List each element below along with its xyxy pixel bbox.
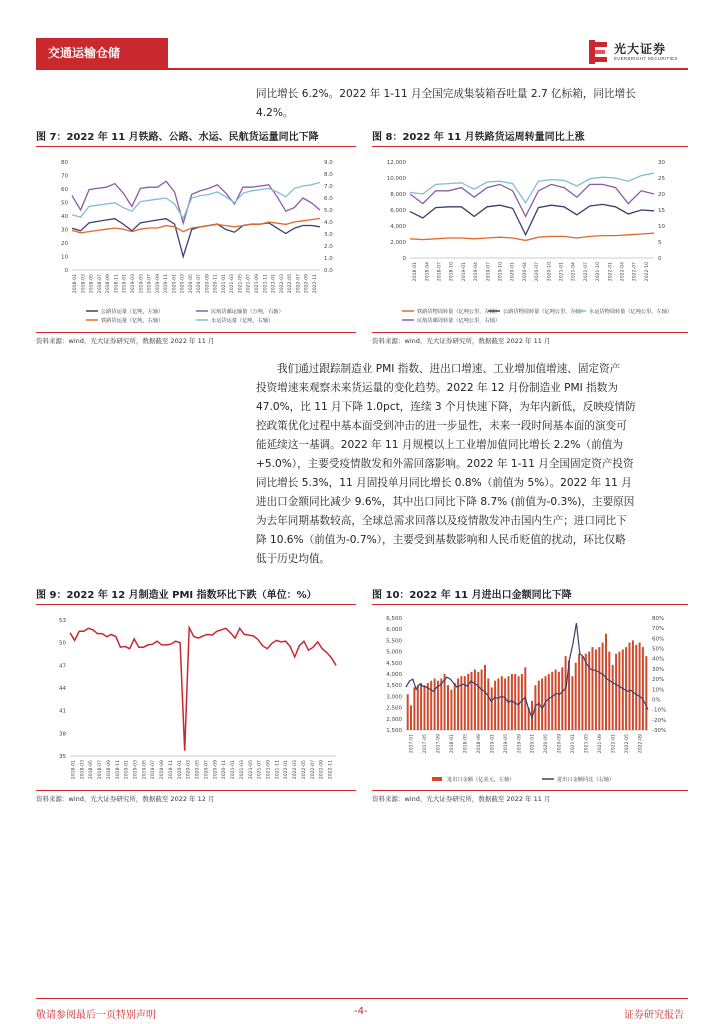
- bar: [608, 652, 610, 730]
- y-right-tick-label: 10: [658, 224, 665, 230]
- bar: [504, 679, 506, 731]
- y-tick-label: 53: [59, 618, 66, 624]
- bar: [581, 656, 583, 730]
- x-tick-label: 2019-01: [122, 274, 128, 294]
- x-tick-label: 2020-01: [530, 734, 536, 754]
- legend-label: 民航货邮运输量（万吨，右轴）: [211, 309, 284, 315]
- bar: [598, 647, 600, 730]
- bar: [602, 643, 604, 730]
- bar: [410, 705, 412, 730]
- x-tick-label: 2021-07: [257, 760, 263, 780]
- x-tick-label: 2022-03: [279, 274, 285, 294]
- x-tick-label: 2018-01: [413, 262, 419, 282]
- x-tick-label: 2021-03: [239, 760, 245, 780]
- fig10-rule-bottom: [372, 790, 688, 791]
- y-left-tick-label: 4,000: [386, 672, 402, 678]
- bar: [440, 679, 442, 731]
- bar: [548, 674, 550, 730]
- body-line: +5.0%），主要受疫情散发和外需回落影响。2022 年 1-11 月全国固定资产投资: [256, 458, 634, 470]
- x-tick-label: 2019-07: [151, 760, 157, 780]
- y-left-tick-label: 2,500: [386, 705, 402, 712]
- y-right-tick-label: 50%: [652, 646, 665, 653]
- y-right-tick-label: 10%: [652, 687, 665, 694]
- x-tick-label: 2018-11: [115, 760, 121, 780]
- bar: [575, 663, 577, 730]
- x-tick-label: 2020-01: [177, 760, 183, 780]
- y-right-tick-label: 0%: [652, 697, 661, 704]
- x-tick-label: 2019-07: [486, 262, 492, 282]
- y-right-tick-label: 7.0: [324, 184, 333, 190]
- bar: [477, 672, 479, 730]
- bar: [484, 665, 486, 730]
- fig9-source: 资料来源：wind，光大证券研究所，数据截至 2022 年 12 月: [36, 795, 215, 803]
- x-tick-label: 2018-07: [98, 760, 104, 780]
- intro-line-2: 4.2%。: [256, 107, 294, 119]
- y-right-tick-label: 5: [658, 240, 662, 246]
- fig10-title: 图 10：2022 年 11 月进出口金额同比下降: [372, 590, 572, 601]
- x-tick-label: 2020-11: [213, 274, 219, 294]
- x-tick-label: 2019-09: [155, 274, 161, 294]
- bar: [514, 674, 516, 730]
- y-left-tick-label: 4,500: [386, 660, 402, 667]
- bar: [592, 647, 594, 730]
- series-line-2: [410, 173, 654, 203]
- body-line: 为去年同期基数较高，全球总需求回落以及疫情散发冲击国内生产；进口同比下: [256, 515, 627, 527]
- x-tick-label: 2017-01: [409, 734, 415, 754]
- x-tick-label: 2022-09: [319, 760, 325, 780]
- series-line-3: [72, 182, 320, 218]
- body-line: 进出口金额同比减少 9.6%，其中出口同比下降 8.7% (前值为-0.3%)，主要原因: [256, 496, 635, 508]
- x-tick-label: 2018-09: [106, 274, 112, 294]
- bar: [578, 654, 580, 730]
- y-left-tick-label: 0: [64, 268, 68, 274]
- y-right-tick-label: 5.0: [324, 208, 333, 214]
- x-tick-label: 2018-01: [450, 734, 456, 754]
- bar: [474, 670, 476, 731]
- x-tick-label: 2018-05: [89, 760, 95, 780]
- x-tick-label: 2019-03: [131, 274, 136, 294]
- x-tick-label: 2022-11: [328, 760, 334, 780]
- y-left-tick-label: 3,000: [386, 694, 402, 701]
- y-left-tick-label: 1,500: [386, 728, 402, 734]
- x-tick-label: 2019-01: [490, 734, 496, 754]
- x-tick-label: 2020-05: [188, 274, 194, 294]
- legend-label: 水运货物周转量（亿吨公里，左轴）: [589, 309, 673, 315]
- bar: [437, 681, 439, 730]
- logo-text-en: EVERBRIGHT SECURITIES: [614, 56, 678, 61]
- bar: [444, 674, 446, 730]
- y-left-tick-label: 6,500: [386, 616, 402, 622]
- legend-label: 进出口金额同比（右轴）: [557, 777, 615, 783]
- x-tick-label: 2022-05: [624, 734, 630, 754]
- y-right-tick-label: 0.0: [324, 268, 333, 274]
- bar: [494, 681, 496, 730]
- bar: [541, 679, 543, 731]
- x-tick-label: 2018-10: [449, 262, 455, 282]
- bar: [417, 685, 419, 730]
- legend-label: 公路货物周转量（亿吨公里，左轴）: [503, 309, 587, 315]
- y-right-tick-label: -30%: [652, 728, 667, 734]
- y-tick-label: 38: [59, 731, 66, 738]
- y-left-tick-label: 10,000: [386, 176, 406, 182]
- y-tick-label: 47: [59, 663, 66, 670]
- body-line: 我们通过跟踪制造业 PMI 指数、进出口增速、工业增加值增速、固定资产: [277, 363, 621, 375]
- x-tick-label: 2020-11: [222, 760, 228, 780]
- bar: [454, 683, 456, 730]
- y-right-tick-label: 4.0: [324, 220, 333, 226]
- bar: [622, 649, 624, 730]
- y-right-tick-label: 60%: [652, 636, 665, 643]
- fig8-chart: [372, 150, 688, 332]
- y-right-tick-label: 0: [658, 256, 662, 262]
- body-line: 降 10.6%（前值为-0.7%），主要受到基数影响和人民币贬值的扰动，环比仅略: [256, 534, 626, 546]
- x-tick-label: 2018-11: [114, 274, 120, 294]
- y-left-tick-label: 4,000: [390, 224, 406, 230]
- x-tick-label: 2021-10: [596, 262, 602, 282]
- bar: [555, 670, 557, 731]
- x-tick-label: 2019-10: [498, 262, 504, 282]
- x-tick-label: 2022-01: [284, 760, 290, 780]
- bar: [595, 649, 597, 730]
- fig9-title: 图 9：2022 年 12 月制造业 PMI 指数环比下跌（单位：%）: [36, 590, 317, 601]
- x-tick-label: 2019-01: [461, 262, 467, 282]
- bar: [629, 643, 631, 730]
- bar: [605, 634, 607, 730]
- x-tick-label: 2021-11: [275, 760, 281, 780]
- body-line: 能延续这一基调。2022 年 11 月规模以上工业增加值同比增长 2.2%（前值为: [256, 439, 623, 451]
- fig8-rule-bottom: [372, 332, 688, 333]
- legend-swatch: [432, 777, 442, 781]
- y-tick-label: 50: [59, 640, 66, 647]
- legend-label: 铁路货运量（亿吨，右轴）: [101, 318, 164, 324]
- y-tick-label: 44: [59, 686, 66, 692]
- fig10-chart: [372, 608, 688, 790]
- y-right-tick-label: 2.0: [324, 244, 333, 250]
- fig9-rule: [36, 604, 356, 605]
- series-line-0: [410, 233, 654, 240]
- bar: [615, 654, 617, 730]
- y-left-tick-label: 30: [61, 227, 68, 234]
- x-tick-label: 2022-05: [288, 274, 294, 294]
- y-left-tick-label: 12,000: [386, 160, 406, 166]
- y-right-tick-label: 80%: [652, 616, 665, 622]
- series-line-2: [72, 218, 320, 232]
- y-tick-label: 41: [59, 708, 66, 715]
- bar: [420, 683, 422, 730]
- bar: [558, 672, 560, 730]
- bar: [487, 679, 489, 731]
- legend-label: 进出口金额（亿美元，左轴）: [447, 777, 515, 783]
- fig10-rule: [372, 604, 688, 605]
- x-tick-label: 2017-05: [423, 734, 429, 754]
- body-line: 投资增速来观察未来货运量的变化趋势。2022 年 12 月份制造业 PMI 指数为: [256, 382, 618, 394]
- page-number: -4-: [354, 1006, 368, 1017]
- x-tick-label: 2022-05: [301, 760, 307, 780]
- bar: [645, 656, 647, 730]
- bar: [481, 670, 483, 731]
- x-tick-label: 2020-07: [197, 274, 203, 294]
- y-right-tick-label: 40%: [652, 656, 665, 663]
- x-tick-label: 2022-11: [312, 274, 318, 294]
- y-tick-label: 35: [59, 754, 66, 760]
- y-left-tick-label: 6,000: [390, 208, 406, 214]
- bar: [639, 643, 641, 730]
- fig8-source: 资料来源：wind，光大证券研究所，数据截至 2022 年 11 月: [372, 337, 551, 345]
- legend-label: 铁路货物周转量（亿吨公里，左轴）: [417, 309, 501, 315]
- y-left-tick-label: 60: [61, 187, 68, 193]
- fig10-source: 资料来源：wind，光大证券研究所，数据截至 2022 年 11 月: [372, 795, 551, 803]
- x-tick-label: 2020-07: [535, 262, 541, 282]
- y-left-tick-label: 20: [61, 241, 68, 247]
- y-left-tick-label: 8,000: [390, 192, 406, 198]
- x-tick-label: 2020-04: [522, 262, 528, 282]
- x-tick-label: 2018-05: [463, 734, 469, 754]
- y-left-tick-label: 80: [61, 160, 68, 166]
- body-line: 同比增长 5.3%，11 月固投单月同比增长 0.8%（前值为 5%）。2022 年 11 月: [256, 477, 632, 489]
- x-tick-label: 2021-09: [255, 274, 260, 294]
- x-tick-label: 2018-09: [106, 760, 112, 780]
- y-right-tick-label: 30%: [652, 666, 665, 673]
- x-tick-label: 2021-01: [571, 734, 577, 754]
- x-tick-label: 2020-09: [205, 274, 211, 294]
- x-tick-label: 2022-10: [644, 262, 650, 282]
- body-line: 47.0%，比 11 月下降 1.0pct，连续 3 个月快速下降，为年内新低，反映疫情防: [256, 401, 636, 413]
- bar: [625, 647, 627, 730]
- bar: [632, 640, 634, 730]
- x-tick-label: 2022-07: [310, 760, 316, 780]
- x-tick-label: 2020-10: [547, 262, 553, 282]
- bar: [407, 694, 409, 730]
- fig7-source: 资料来源：wind，光大证券研究所，数据截至 2022 年 11 月: [36, 337, 215, 345]
- y-left-tick-label: 10: [61, 254, 68, 261]
- y-right-tick-label: 15: [658, 208, 665, 214]
- body-line: 控政策优化过程中基本面受到冲击的进一步显性，未来一段时间基本面的演变可: [256, 420, 627, 432]
- x-tick-label: 2018-01: [71, 760, 77, 780]
- x-tick-label: 2021-04: [571, 262, 577, 282]
- y-right-tick-label: 8.0: [324, 172, 333, 178]
- y-left-tick-label: 3,500: [386, 683, 402, 690]
- x-tick-label: 2019-11: [164, 274, 170, 294]
- x-tick-label: 2022-09: [304, 274, 310, 294]
- bar: [430, 681, 432, 730]
- y-left-tick-label: 70: [61, 173, 68, 180]
- x-tick-label: 2019-05: [503, 734, 509, 754]
- x-tick-label: 2020-03: [180, 274, 186, 294]
- x-tick-label: 2018-01: [73, 274, 79, 294]
- x-tick-label: 2021-01: [221, 274, 227, 294]
- intro-line-1: 同比增长 6.2%。2022 年 1-11 月全国完成集装箱吞吐量 2.7 亿标箱，同比增长: [256, 88, 636, 100]
- section-label: 交通运输仓储: [36, 38, 168, 68]
- bar: [434, 679, 436, 731]
- fig9-chart: [36, 608, 356, 790]
- bar: [413, 687, 415, 730]
- fig7-rule: [36, 146, 356, 147]
- x-tick-label: 2019-03: [133, 760, 139, 780]
- bar: [467, 674, 469, 730]
- y-right-tick-label: 20: [658, 192, 665, 198]
- fig9-rule-bottom: [36, 790, 356, 791]
- bar: [565, 656, 567, 730]
- y-left-tick-label: 5,000: [386, 649, 402, 656]
- series-line-pmi: [70, 628, 336, 751]
- body-paragraph: [256, 360, 688, 569]
- y-right-tick-label: 70%: [652, 626, 665, 633]
- x-tick-label: 2021-09: [266, 760, 272, 780]
- bar: [491, 687, 493, 730]
- y-right-tick-label: -10%: [652, 707, 667, 714]
- x-tick-label: 2018-05: [89, 274, 95, 294]
- footer-report-type: 证券研究报告: [624, 1010, 684, 1021]
- bar: [571, 676, 573, 730]
- y-right-tick-label: 9.0: [324, 160, 333, 166]
- y-left-tick-label: 5,500: [386, 638, 402, 645]
- x-tick-label: 2022-09: [638, 734, 644, 754]
- x-tick-label: 2020-09: [557, 734, 563, 754]
- x-tick-label: 2020-05: [544, 734, 550, 754]
- bar: [424, 685, 426, 730]
- y-left-tick-label: 50: [61, 200, 68, 207]
- bar: [585, 654, 587, 730]
- x-tick-label: 2022-01: [608, 262, 614, 282]
- x-tick-label: 2021-11: [263, 274, 269, 294]
- body-line: 低于历史均值。: [256, 553, 331, 565]
- y-left-tick-label: 0: [402, 256, 406, 262]
- x-tick-label: 2021-05: [248, 760, 254, 780]
- y-right-tick-label: -20%: [652, 717, 667, 724]
- everbright-logo-icon: [586, 38, 610, 66]
- x-tick-label: 2021-07: [583, 262, 589, 282]
- fig7-chart: [36, 150, 356, 332]
- x-tick-label: 2019-05: [139, 274, 145, 294]
- intro-paragraph: [256, 85, 688, 123]
- bar: [501, 676, 503, 730]
- legend-label: 公路货运量（亿吨，左轴）: [101, 309, 164, 315]
- x-tick-label: 2019-11: [168, 760, 174, 780]
- x-tick-label: 2019-04: [474, 262, 480, 282]
- x-tick-label: 2018-03: [80, 760, 86, 780]
- y-right-tick-label: 6.0: [324, 196, 333, 202]
- x-tick-label: 2021-05: [584, 734, 590, 754]
- x-tick-label: 2020-03: [186, 760, 192, 780]
- x-tick-label: 2022-01: [611, 734, 617, 754]
- x-tick-label: 2019-05: [142, 760, 148, 780]
- series-line-3: [410, 184, 654, 216]
- bar: [508, 676, 510, 730]
- y-right-tick-label: 30: [658, 160, 665, 166]
- x-tick-label: 2020-09: [213, 760, 219, 780]
- fig7-title: 图 7：2022 年 11 月铁路、公路、水运、民航货运量同比下降: [36, 132, 319, 143]
- bar: [450, 690, 452, 730]
- fig8-rule: [372, 146, 688, 147]
- y-right-tick-label: 3.0: [324, 232, 333, 238]
- bar: [427, 683, 429, 730]
- x-tick-label: 2018-07: [437, 262, 443, 282]
- x-tick-label: 2018-09: [476, 734, 482, 754]
- fig7-rule-bottom: [36, 332, 356, 333]
- legend-label: 水运货运量（亿吨，右轴）: [211, 318, 274, 324]
- x-tick-label: 2020-07: [204, 760, 210, 780]
- y-left-tick-label: 2,000: [386, 716, 402, 723]
- legend-label: 民航货邮周转量（亿吨公里，右轴）: [417, 318, 501, 324]
- x-tick-label: 2021-07: [246, 274, 252, 294]
- x-tick-label: 2022-04: [620, 262, 626, 282]
- x-tick-label: 2022-01: [271, 274, 277, 294]
- x-tick-label: 2022-07: [296, 274, 302, 294]
- x-tick-label: 2021-09: [597, 734, 603, 754]
- x-tick-label: 2021-05: [238, 274, 244, 294]
- x-tick-label: 2019-09: [160, 760, 166, 780]
- header-rule: [36, 68, 688, 70]
- logo-text-cn: 光大证券: [614, 42, 667, 56]
- bar: [635, 645, 637, 730]
- x-tick-label: 2017-09: [436, 734, 442, 754]
- bar: [551, 672, 553, 730]
- series-line-1: [72, 181, 320, 223]
- footer-rule: [36, 998, 688, 999]
- footer-disclaimer: 敬请参阅最后一页特别声明: [36, 1010, 156, 1021]
- x-tick-label: 2021-01: [231, 760, 237, 780]
- y-left-tick-label: 40: [61, 214, 68, 220]
- bar: [561, 667, 563, 730]
- x-tick-label: 2020-01: [172, 274, 178, 294]
- bar: [588, 652, 590, 730]
- logo: [586, 38, 696, 68]
- x-tick-label: 2018-03: [81, 274, 87, 294]
- fig8-title: 图 8：2022 年 11 月铁路货运周转量同比上涨: [372, 132, 585, 143]
- y-right-tick-label: 20%: [652, 677, 665, 684]
- x-tick-label: 2021-03: [230, 274, 236, 294]
- x-tick-label: 2022-03: [293, 760, 299, 780]
- bar: [642, 647, 644, 730]
- x-tick-label: 2018-04: [425, 262, 431, 282]
- y-left-tick-label: 2,000: [390, 240, 406, 246]
- x-tick-label: 2019-09: [517, 734, 523, 754]
- bar: [612, 665, 614, 730]
- y-left-tick-label: 6,000: [386, 627, 402, 634]
- series-line-1: [410, 204, 654, 234]
- bar: [618, 652, 620, 730]
- x-tick-label: 2020-05: [195, 760, 201, 780]
- bar: [497, 679, 499, 731]
- bar: [447, 685, 449, 730]
- x-tick-label: 2021-01: [559, 262, 565, 282]
- x-tick-label: 2020-01: [510, 262, 516, 282]
- y-right-tick-label: 1.0: [324, 256, 333, 262]
- x-tick-label: 2022-07: [632, 262, 638, 282]
- y-right-tick-label: 25: [658, 176, 665, 182]
- x-tick-label: 2018-07: [97, 274, 103, 294]
- x-tick-label: 2019-07: [147, 274, 153, 294]
- x-tick-label: 2019-01: [124, 760, 130, 780]
